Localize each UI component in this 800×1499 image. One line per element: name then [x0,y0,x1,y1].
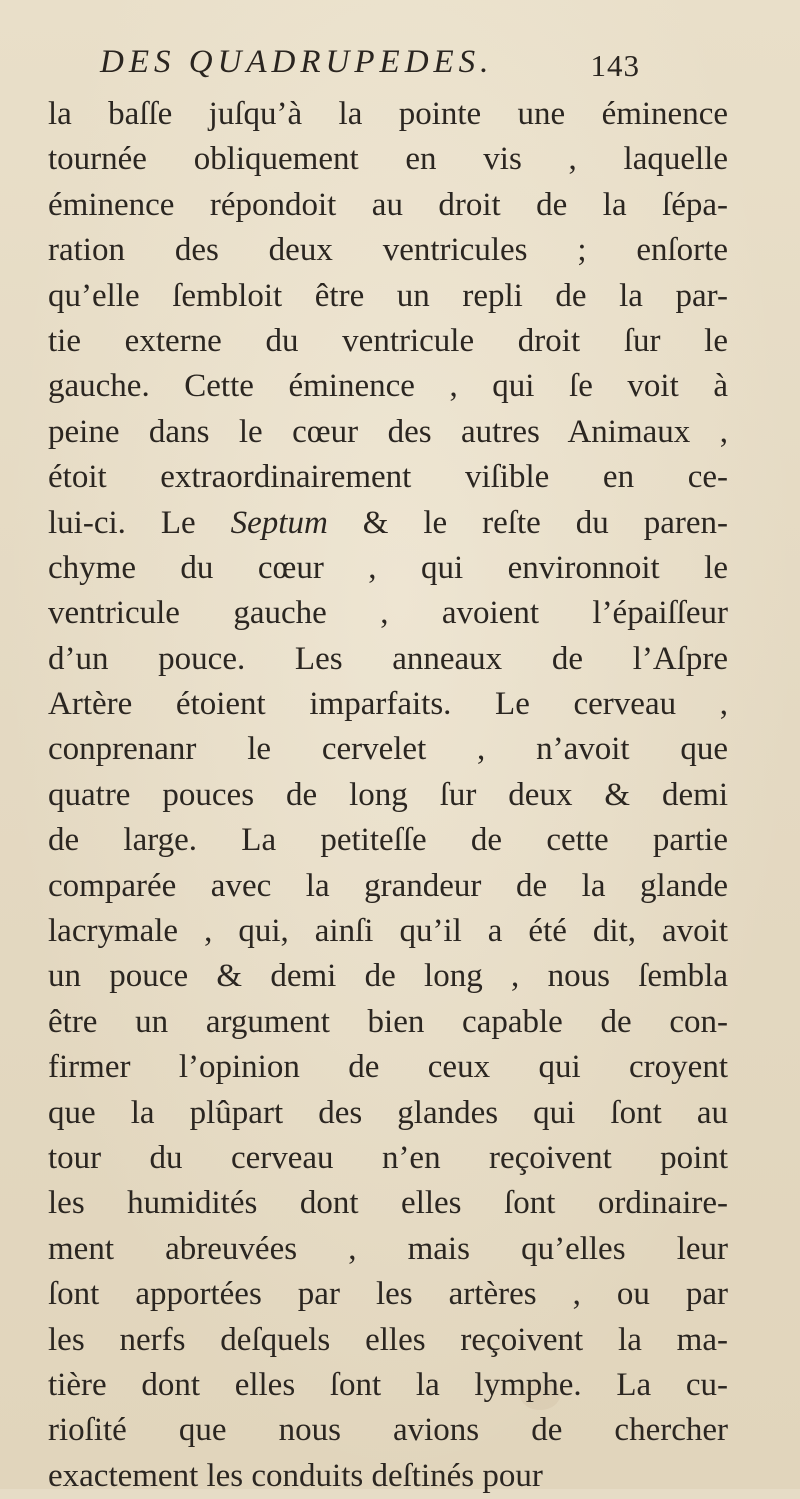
text-line: quatre pouces de long ſur deux & demi [48,776,728,813]
text-line: gauche. Cette éminence , qui ſe voit à [48,368,728,405]
text-line: tour du cerveau n’en reçoivent point [48,1139,728,1176]
text-line: chyme du cœur , qui environnoit le [48,549,728,586]
text-segment: & le reſte du paren- [327,504,728,541]
text-line: être un argument bien capable de con- [48,1003,728,1040]
text-line: tière dont elles ſont la lymphe. La cu- [48,1366,728,1403]
text-line-with-italic [48,501,728,546]
text-line: la baſſe juſqu’à la pointe une éminence [48,96,728,132]
text-line: de large. La petiteſſe de cette partie [48,822,728,859]
text-line: comparée avec la grandeur de la glande [48,867,728,904]
italic-term: Septum [230,504,328,541]
text-line: un pouce & demi de long , nous ſembla [48,958,728,995]
text-line: tournée obliquement en vis , laquelle [48,141,728,178]
text-line: d’un pouce. Les anneaux de l’Aſpre [48,640,728,677]
body-text [48,92,728,1499]
text-line: Artère étoient imparfaits. Le cerveau , [48,686,728,723]
text-line: ventricule gauche , avoient l’épaiſſeur [48,595,728,632]
text-line: étoit extraordinairement viſible en ce- [48,459,728,496]
running-title: DES QUADRUPEDES. [100,44,494,80]
text-line: rioſité que nous avions de chercher [48,1412,728,1449]
text-line: ſont apportées par les artères , ou par [48,1276,728,1313]
page-header [100,44,640,94]
text-line: les humidités dont elles ſont ordinaire- [48,1185,728,1222]
text-line: exactement les conduits deſtinés pour [48,1457,543,1494]
text-line: conprenanr le cervelet , n’avoit que [48,731,728,768]
text-line: ment abreuvées , mais qu’elles leur [48,1230,728,1267]
text-line: éminence répondoit au droit de la ſépa- [48,186,728,223]
text-line: lacrymale , qui, ainſi qu’il a été dit, avoit [48,913,728,950]
text-line: peine dans le cœur des autres Animaux , [48,413,728,450]
page-number: 143 [590,48,640,83]
text-line: ration des deux ventricules ; enſorte [48,232,728,269]
text-line: tie externe du ventricule droit ſur le [48,322,728,359]
text-line: qu’elle ſembloit être un repli de la par- [48,277,728,314]
text-line: les nerfs deſquels elles reçoivent la ma- [48,1321,728,1358]
text-line: que la plûpart des glandes qui ſont au [48,1094,728,1131]
text-line: firmer l’opinion de ceux qui croyent [48,1049,728,1086]
text-segment: lui-ci. Le [48,504,231,541]
